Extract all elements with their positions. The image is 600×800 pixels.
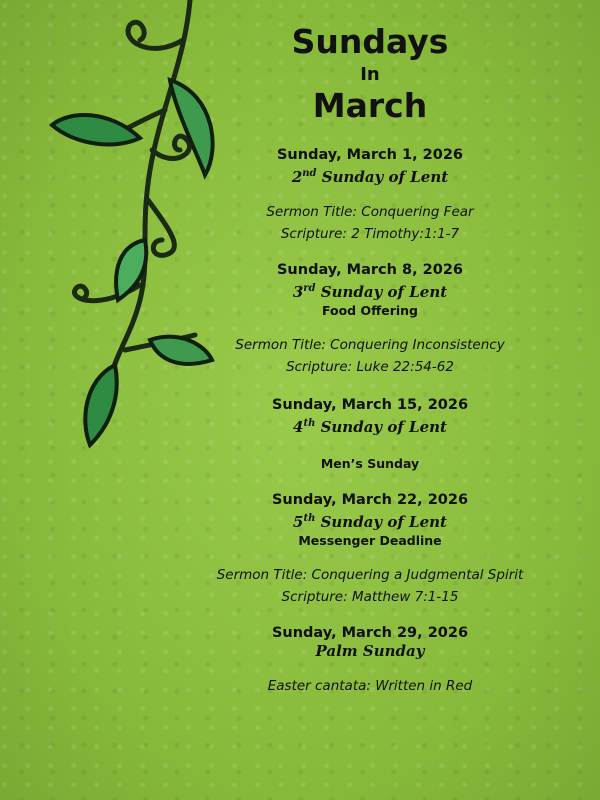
schedule [200, 22, 540, 697]
vine-stem [110, 0, 190, 390]
entry-scripture: Scripture: Luke 22:54-62 [286, 359, 454, 375]
title-line-3: March [312, 86, 428, 125]
entry-lent: 5th Sunday of Lent [293, 513, 447, 531]
entry-march-22 [200, 491, 540, 608]
entry-march-15 [200, 396, 540, 473]
entry-lent: Palm Sunday [315, 642, 425, 660]
entry-date: Sunday, March 15, 2026 [271, 397, 469, 413]
entry-march-1 [200, 146, 540, 245]
entry-date: Sunday, March 22, 2026 [271, 492, 469, 508]
entry-note: Messenger Deadline [298, 533, 442, 548]
entry-sermon: Sermon Title: Conquering a Judgmental Spirit [216, 567, 524, 583]
title-line-2: In [360, 64, 380, 85]
entry-date: Sunday, March 1, 2026 [276, 147, 464, 163]
entry-scripture: Scripture: 2 Timothy:1:1-7 [280, 226, 460, 242]
entry-march-8 [200, 261, 540, 378]
entry-lent: 4th Sunday of Lent [293, 418, 447, 436]
entry-note: Food Offering [321, 303, 419, 318]
leaf-5 [85, 365, 116, 445]
title-line-1: Sundays [291, 22, 449, 61]
vine-tendril-top [128, 22, 183, 48]
entry-sermon: Sermon Title: Conquering Inconsistency [235, 337, 505, 353]
entry-lent: 2nd Sunday of Lent [291, 168, 449, 186]
entry-date: Sunday, March 29, 2026 [271, 625, 469, 641]
entry-date: Sunday, March 8, 2026 [276, 262, 464, 278]
entry-scripture: Scripture: Matthew 7:1-15 [281, 589, 459, 605]
entry-march-29 [200, 624, 540, 697]
entry-extra: Easter cantata: Written in Red [267, 678, 473, 694]
vine-tendril-mid [148, 200, 174, 255]
vine-illustration [0, 0, 230, 520]
entry-sermon: Sermon Title: Conquering Fear [266, 204, 474, 220]
entry-note: Men’s Sunday [320, 456, 420, 471]
entry-lent: 3rd Sunday of Lent [292, 283, 448, 301]
leaf-2 [52, 115, 140, 144]
